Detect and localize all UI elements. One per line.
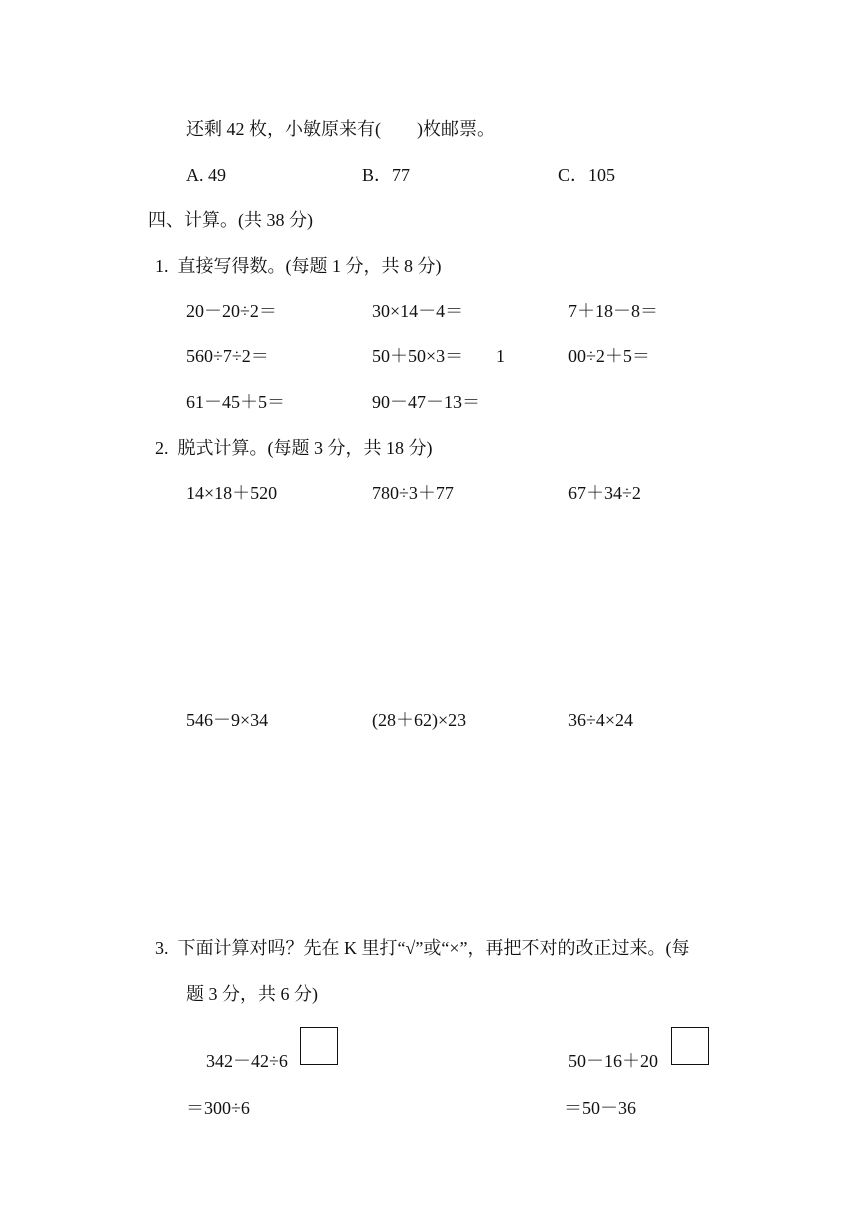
calc-2-2: 50＋50×3＝ — [372, 346, 464, 366]
option-b: B．77 — [362, 165, 411, 185]
check-expr-left: 342－42÷6 — [206, 1051, 288, 1071]
calc-3-1: 61－45＋5＝ — [186, 392, 285, 412]
option-a: A. 49 — [186, 165, 226, 185]
option-c: C．105 — [558, 165, 616, 185]
calc-1-1: 20－20÷2＝ — [186, 301, 277, 321]
part1-title: 1. 直接写得数。(每题 1 分，共 8 分) — [155, 256, 442, 276]
part2-title: 2. 脱式计算。(每题 3 分，共 18 分) — [155, 438, 433, 458]
calc-2-3: 00÷2＋5＝ — [568, 346, 650, 366]
calc-3-2: 90－47－13＝ — [372, 392, 480, 412]
calc-1-3: 7＋18－8＝ — [568, 301, 658, 321]
part3-title-line1: 3. 下面计算对吗？先在 K 里打“√”或“×”，再把不对的改正过来。(每 — [155, 938, 690, 958]
stepwise-6: 36÷4×24 — [568, 710, 634, 730]
check-step-left: ＝300÷6 — [186, 1098, 250, 1118]
check-step-right: ＝50－36 — [564, 1098, 636, 1118]
answer-box-left[interactable] — [300, 1027, 338, 1065]
stepwise-2: 780÷3＋77 — [372, 483, 454, 503]
part3-title-line2: 题 3 分，共 6 分) — [186, 984, 318, 1004]
calc-2-1: 560÷7÷2＝ — [186, 346, 269, 366]
stepwise-1: 14×18＋520 — [186, 483, 278, 503]
stepwise-4: 546－9×34 — [186, 710, 269, 730]
section-title: 四、计算。(共 38 分) — [148, 210, 313, 230]
stepwise-3: 67＋34÷2 — [568, 483, 641, 503]
stepwise-5: (28＋62)×23 — [372, 710, 467, 730]
answer-box-right[interactable] — [671, 1027, 709, 1065]
calc-1-2: 30×14－4＝ — [372, 301, 464, 321]
check-expr-right: 50－16＋20 — [568, 1051, 658, 1071]
stray-digit: 1 — [496, 346, 505, 366]
question-continued-text: 还剩 42 枚，小敏原来有( )枚邮票。 — [186, 119, 495, 139]
